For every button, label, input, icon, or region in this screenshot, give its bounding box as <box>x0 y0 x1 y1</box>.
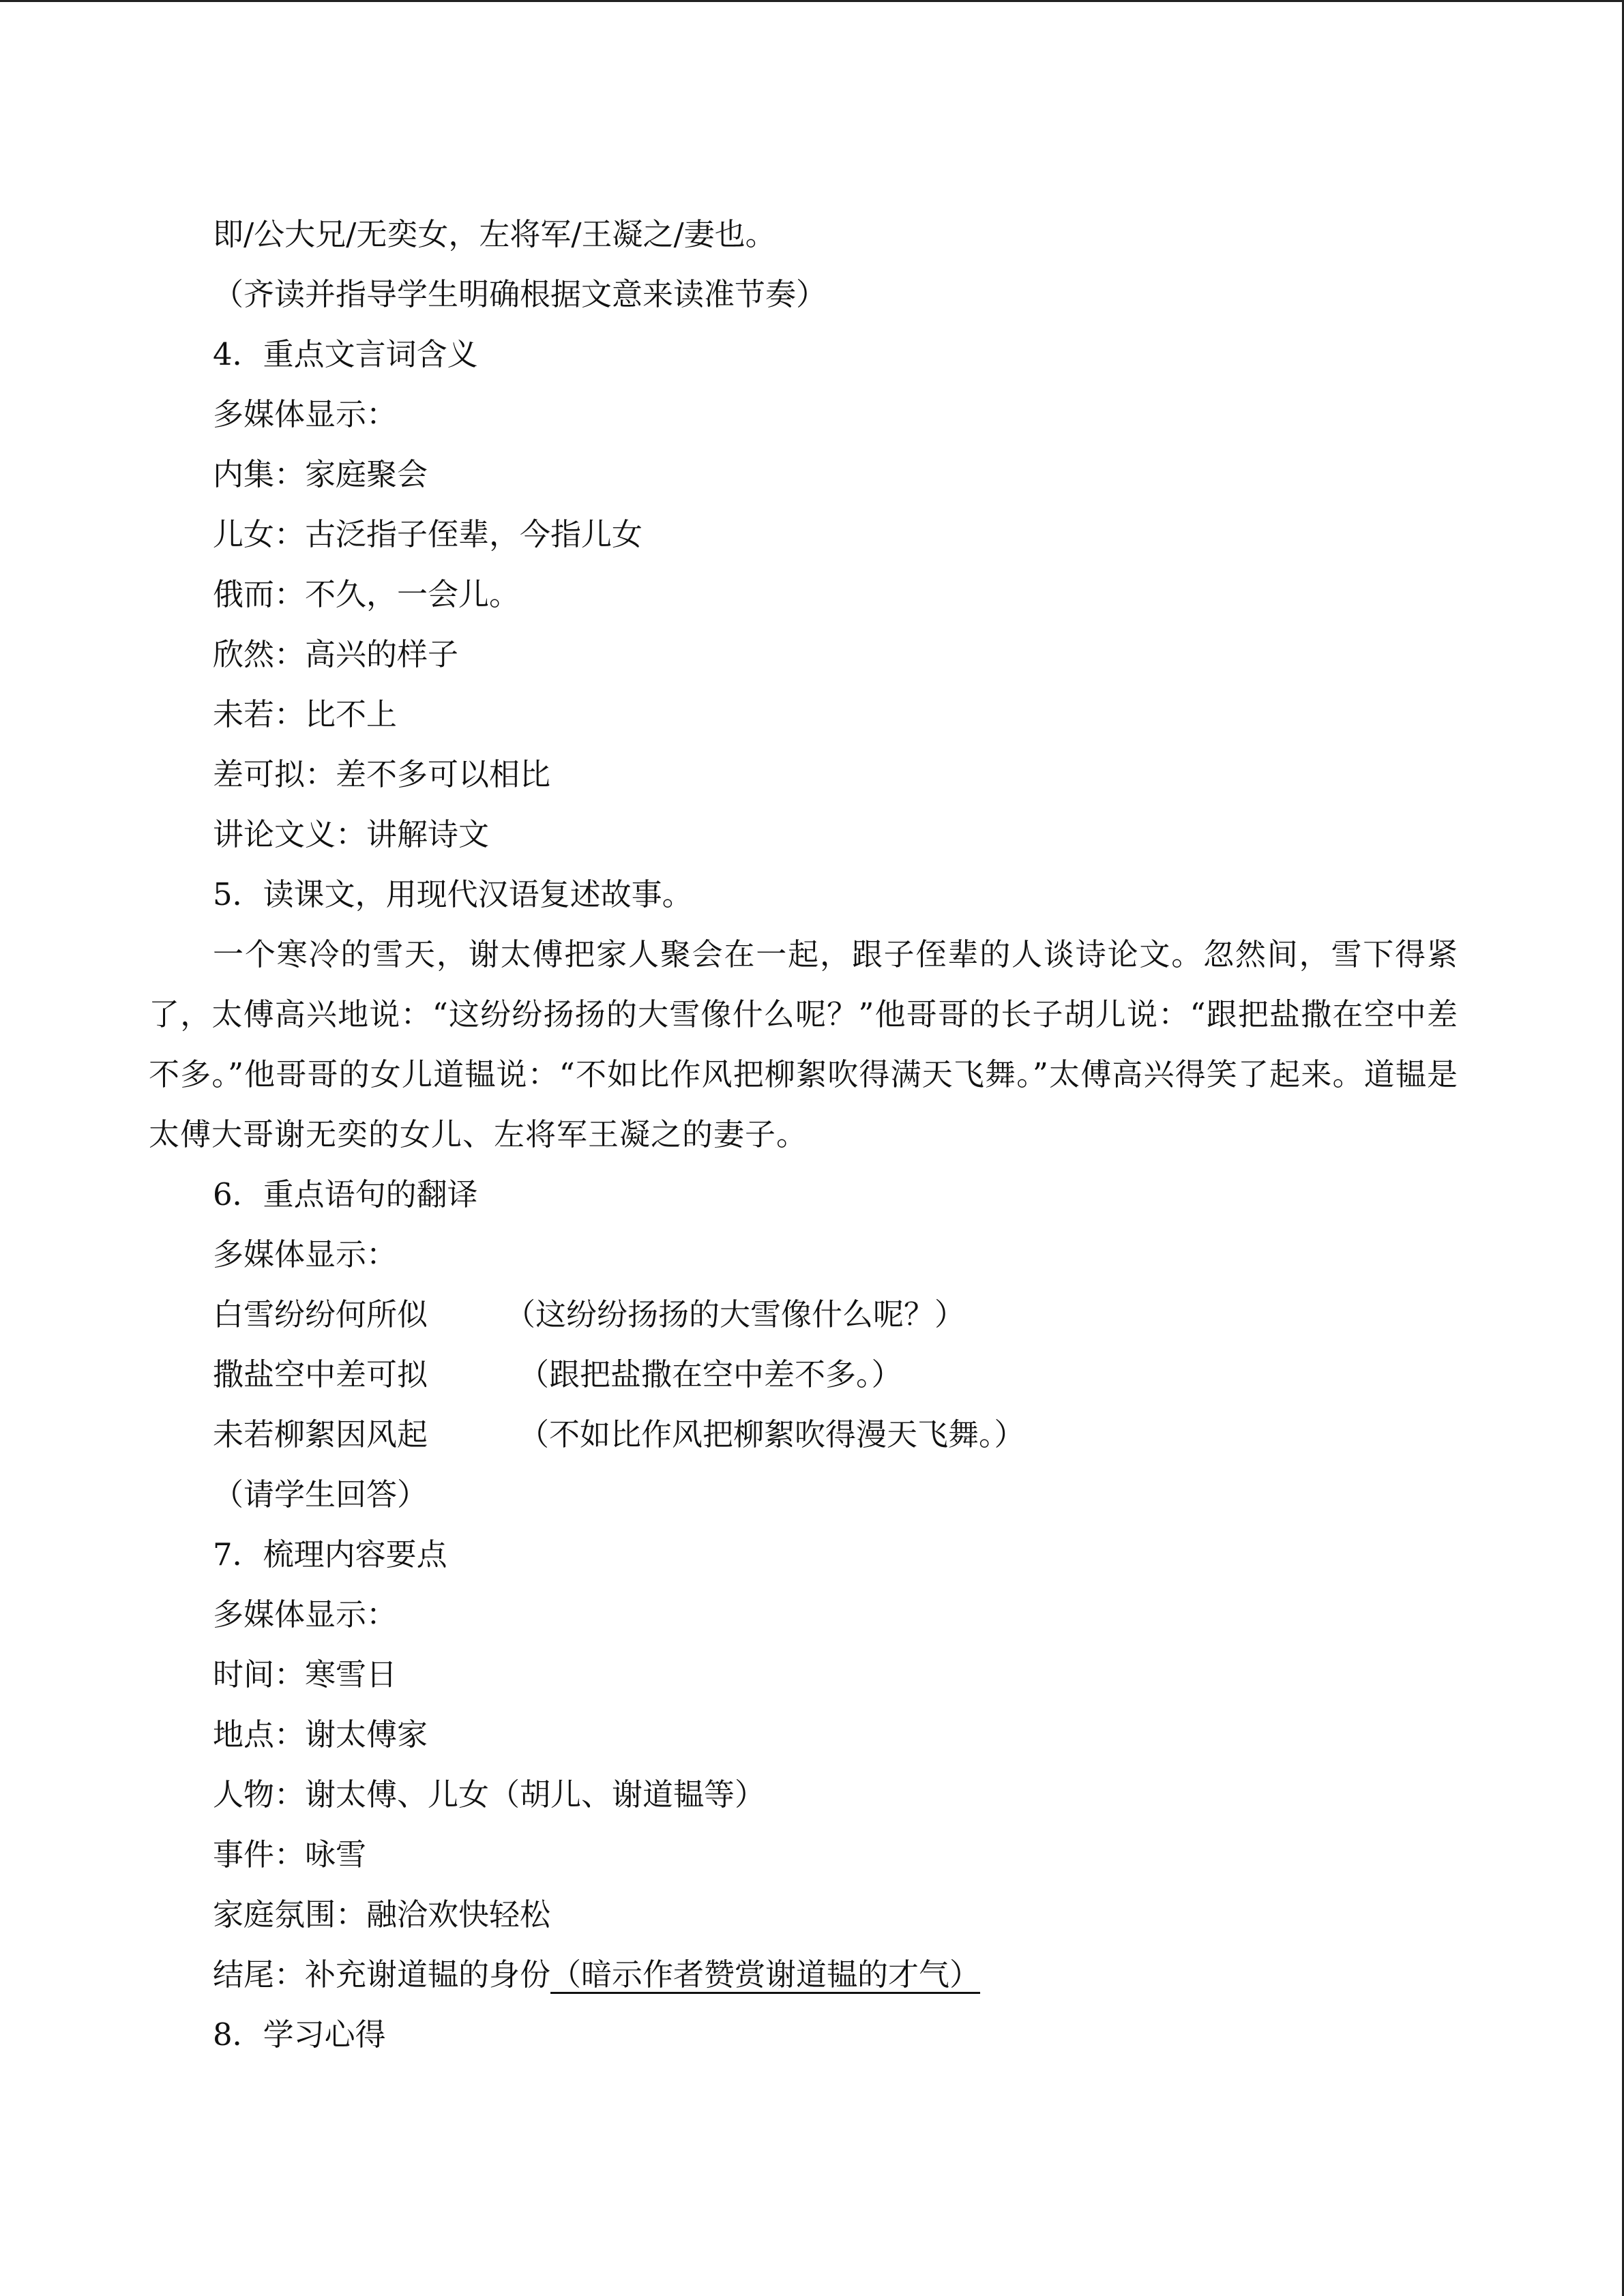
modern-translation: （这纷纷扬扬的大雪像什么呢？） <box>505 1296 966 1332</box>
multimedia-label: 多媒体显示： <box>213 396 398 432</box>
translation-row <box>149 1405 1458 1465</box>
vocab-item: 俄而：不久，一会儿。 <box>213 576 520 612</box>
reading-rhythm-line: 即/公大兄/无奕女，左将军/王凝之/妻也。 <box>213 216 776 252</box>
vocab-item: 儿女：古泛指子侄辈，今指儿女 <box>213 516 643 552</box>
section-heading-8: 8．学习心得 <box>213 2016 386 2053</box>
summary-item: 事件：咏雪 <box>213 1836 367 1873</box>
section-heading-4: 4．重点文言词含义 <box>213 336 478 372</box>
modern-translation: （跟把盐撒在空中差不多。） <box>518 1356 902 1392</box>
vocab-item: 内集：家庭聚会 <box>213 456 428 492</box>
teacher-note: （齐读并指导学生明确根据文意来读准节奏） <box>213 276 827 312</box>
classical-sentence: 未若柳絮因风起 <box>213 1416 428 1452</box>
multimedia-label: 多媒体显示： <box>213 1236 398 1272</box>
ending-label: 结尾：补充谢道韫的身份 <box>213 1956 551 1993</box>
section-heading-7: 7．梳理内容要点 <box>213 1536 447 1572</box>
summary-item <box>149 1945 1458 2005</box>
summary-item: 人物：谢太傅、儿女（胡儿、谢道韫等） <box>213 1776 766 1813</box>
translation-row <box>149 1345 1458 1405</box>
multimedia-label: 多媒体显示： <box>213 1596 398 1632</box>
vocab-item: 欣然：高兴的样子 <box>213 636 459 672</box>
classical-sentence: 撒盐空中差可拟 <box>213 1356 428 1392</box>
classical-sentence: 白雪纷纷何所似 <box>213 1296 428 1332</box>
modern-translation: （不如比作风把柳絮吹得漫天飞舞。） <box>518 1416 1025 1452</box>
summary-item: 地点：谢太傅家 <box>213 1716 428 1753</box>
story-retelling-paragraph: 一个寒冷的雪天，谢太傅把家人聚会在一起，跟子侄辈的人谈诗论文。忽然间，雪下得紧了，太傅高兴地说：“这纷纷扬扬的大雪像什么呢？”他哥哥的长子胡儿说：“跟把盐撒在空中差不多。”他哥哥的女儿道韫说：“不如比作风把柳絮吹得满天飞舞。”太傅高兴得笑了起来。道韫是太傅大哥谢无奕的女儿、左将军王凝之的妻子。 <box>149 936 1458 1152</box>
vocab-item: 差可拟：差不多可以相比 <box>213 756 551 792</box>
translation-row <box>149 1285 1458 1345</box>
section-heading-5: 5．读课文，用现代汉语复述故事。 <box>213 876 693 912</box>
section-heading-6: 6．重点语句的翻译 <box>213 1176 478 1212</box>
summary-item: 时间：寒雪日 <box>213 1656 398 1693</box>
summary-item: 家庭氛围：融洽欢快轻松 <box>213 1896 551 1933</box>
teacher-note: （请学生回答） <box>213 1476 428 1512</box>
vocab-item: 讲论文义：讲解诗文 <box>213 816 490 852</box>
page-top-border <box>0 0 1624 2</box>
vocab-item: 未若：比不上 <box>213 696 398 732</box>
underlined-answer: （暗示作者赞赏谢道韫的才气） <box>550 1956 981 1993</box>
document-body <box>149 205 1458 2065</box>
